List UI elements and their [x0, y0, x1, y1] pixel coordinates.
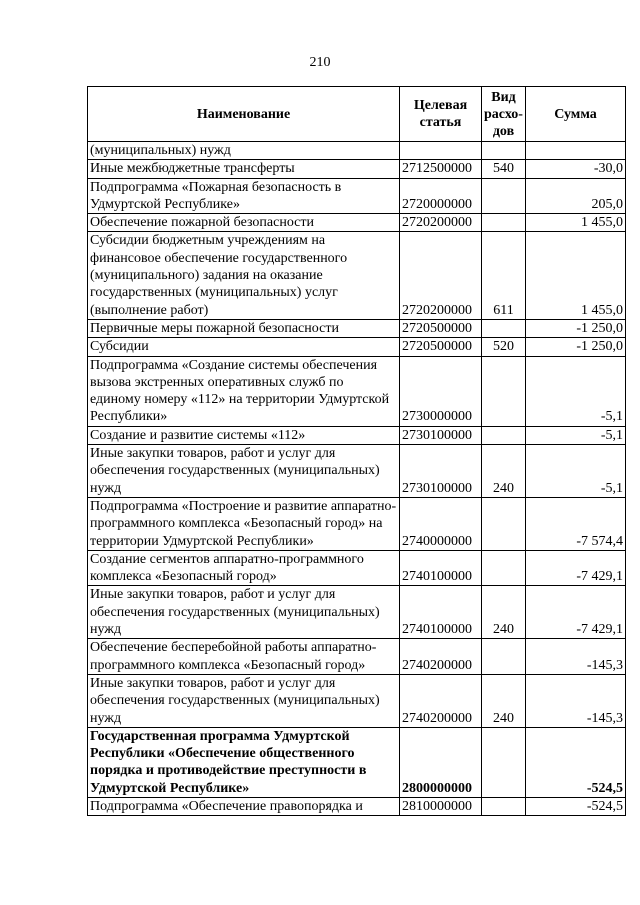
- name-cell: Государственная программа Удмуртской Республики «Обеспечение общественного порядка и противодействие преступности в Удмуртской Республике»: [88, 727, 400, 797]
- vid-cell: 240: [482, 586, 526, 639]
- code-cell: 2740100000: [400, 586, 482, 639]
- table-row: [88, 142, 626, 160]
- sum-cell: [526, 142, 626, 160]
- name-cell: Субсидии бюджетным учреждениям на финансовое обеспечение государственного (муниципального) задания на оказание государственных (муниципальных) услуг (выполнение работ): [88, 232, 400, 319]
- name-cell: Подпрограмма «Создание системы обеспечения вызова экстренных оперативных служб по единому номеру «112» на территории Удмуртской Республики»: [88, 356, 400, 426]
- name-cell: Иные закупки товаров, работ и услуг для обеспечения государственных (муниципальных) нужд: [88, 445, 400, 498]
- table-row: [88, 178, 626, 214]
- code-cell: 2712500000: [400, 160, 482, 178]
- name-cell: Субсидии: [88, 338, 400, 356]
- table-row: [88, 550, 626, 586]
- code-cell: 2800000000: [400, 727, 482, 797]
- name-cell: Обеспечение пожарной безопасности: [88, 214, 400, 232]
- name-cell: Первичные меры пожарной безопасности: [88, 319, 400, 337]
- sum-cell: -7 574,4: [526, 497, 626, 550]
- vid-cell: 520: [482, 338, 526, 356]
- sum-cell: -5,1: [526, 445, 626, 498]
- table-row: [88, 497, 626, 550]
- sum-cell: -30,0: [526, 160, 626, 178]
- sum-cell: -7 429,1: [526, 550, 626, 586]
- vid-cell: [482, 639, 526, 675]
- table-row: [88, 797, 626, 815]
- vid-cell: 240: [482, 445, 526, 498]
- name-cell: Обеспечение бесперебойной работы аппаратно-программного комплекса «Безопасный город»: [88, 639, 400, 675]
- name-cell: Подпрограмма «Построение и развитие аппаратно-программного комплекса «Безопасный город» на территории Удмуртской Республики»: [88, 497, 400, 550]
- header-name: Наименование: [88, 87, 400, 142]
- table-row: [88, 674, 626, 727]
- vid-cell: [482, 356, 526, 426]
- vid-cell: [482, 550, 526, 586]
- code-cell: [400, 142, 482, 160]
- table-row: [88, 338, 626, 356]
- table-row: [88, 214, 626, 232]
- name-cell: Создание и развитие системы «112»: [88, 426, 400, 444]
- table-row: [88, 727, 626, 797]
- code-cell: 2730000000: [400, 356, 482, 426]
- vid-cell: [482, 214, 526, 232]
- vid-cell: [482, 178, 526, 214]
- code-cell: 2720200000: [400, 232, 482, 319]
- name-cell: Подпрограмма «Пожарная безопасность в Удмуртской Республике»: [88, 178, 400, 214]
- name-cell: Иные межбюджетные трансферты: [88, 160, 400, 178]
- header-code: Целевая статья: [400, 87, 482, 142]
- code-cell: 2720200000: [400, 214, 482, 232]
- table-row: [88, 426, 626, 444]
- header-vid: Вид расхо-дов: [482, 87, 526, 142]
- code-cell: 2740000000: [400, 497, 482, 550]
- vid-cell: [482, 797, 526, 815]
- vid-cell: [482, 142, 526, 160]
- table-row: [88, 445, 626, 498]
- name-cell: Подпрограмма «Обеспечение правопорядка и: [88, 797, 400, 815]
- sum-cell: -145,3: [526, 674, 626, 727]
- sum-cell: -5,1: [526, 356, 626, 426]
- header-sum: Сумма: [526, 87, 626, 142]
- table-row: [88, 356, 626, 426]
- name-cell: Создание сегментов аппаратно-программного комплекса «Безопасный город»: [88, 550, 400, 586]
- sum-cell: -524,5: [526, 797, 626, 815]
- name-cell: Иные закупки товаров, работ и услуг для обеспечения государственных (муниципальных) нужд: [88, 586, 400, 639]
- sum-cell: -1 250,0: [526, 319, 626, 337]
- sum-cell: 205,0: [526, 178, 626, 214]
- table-row: [88, 586, 626, 639]
- table-body: [88, 142, 626, 816]
- code-cell: 2810000000: [400, 797, 482, 815]
- vid-cell: [482, 497, 526, 550]
- vid-cell: 611: [482, 232, 526, 319]
- vid-cell: [482, 319, 526, 337]
- code-cell: 2740200000: [400, 674, 482, 727]
- code-cell: 2720500000: [400, 338, 482, 356]
- table-row: [88, 232, 626, 319]
- code-cell: 2740100000: [400, 550, 482, 586]
- code-cell: 2740200000: [400, 639, 482, 675]
- budget-table: [87, 86, 626, 816]
- sum-cell: -5,1: [526, 426, 626, 444]
- sum-cell: -145,3: [526, 639, 626, 675]
- vid-cell: 240: [482, 674, 526, 727]
- vid-cell: [482, 727, 526, 797]
- name-cell: (муниципальных) нужд: [88, 142, 400, 160]
- sum-cell: -1 250,0: [526, 338, 626, 356]
- code-cell: 2720000000: [400, 178, 482, 214]
- sum-cell: 1 455,0: [526, 232, 626, 319]
- table-row: [88, 319, 626, 337]
- table-header-row: [88, 87, 626, 142]
- sum-cell: -524,5: [526, 727, 626, 797]
- name-cell: Иные закупки товаров, работ и услуг для обеспечения государственных (муниципальных) нужд: [88, 674, 400, 727]
- page-number: 210: [309, 55, 331, 70]
- table-row: [88, 639, 626, 675]
- sum-cell: -7 429,1: [526, 586, 626, 639]
- code-cell: 2720500000: [400, 319, 482, 337]
- vid-cell: 540: [482, 160, 526, 178]
- table-row: [88, 160, 626, 178]
- sum-cell: 1 455,0: [526, 214, 626, 232]
- vid-cell: [482, 426, 526, 444]
- code-cell: 2730100000: [400, 426, 482, 444]
- code-cell: 2730100000: [400, 445, 482, 498]
